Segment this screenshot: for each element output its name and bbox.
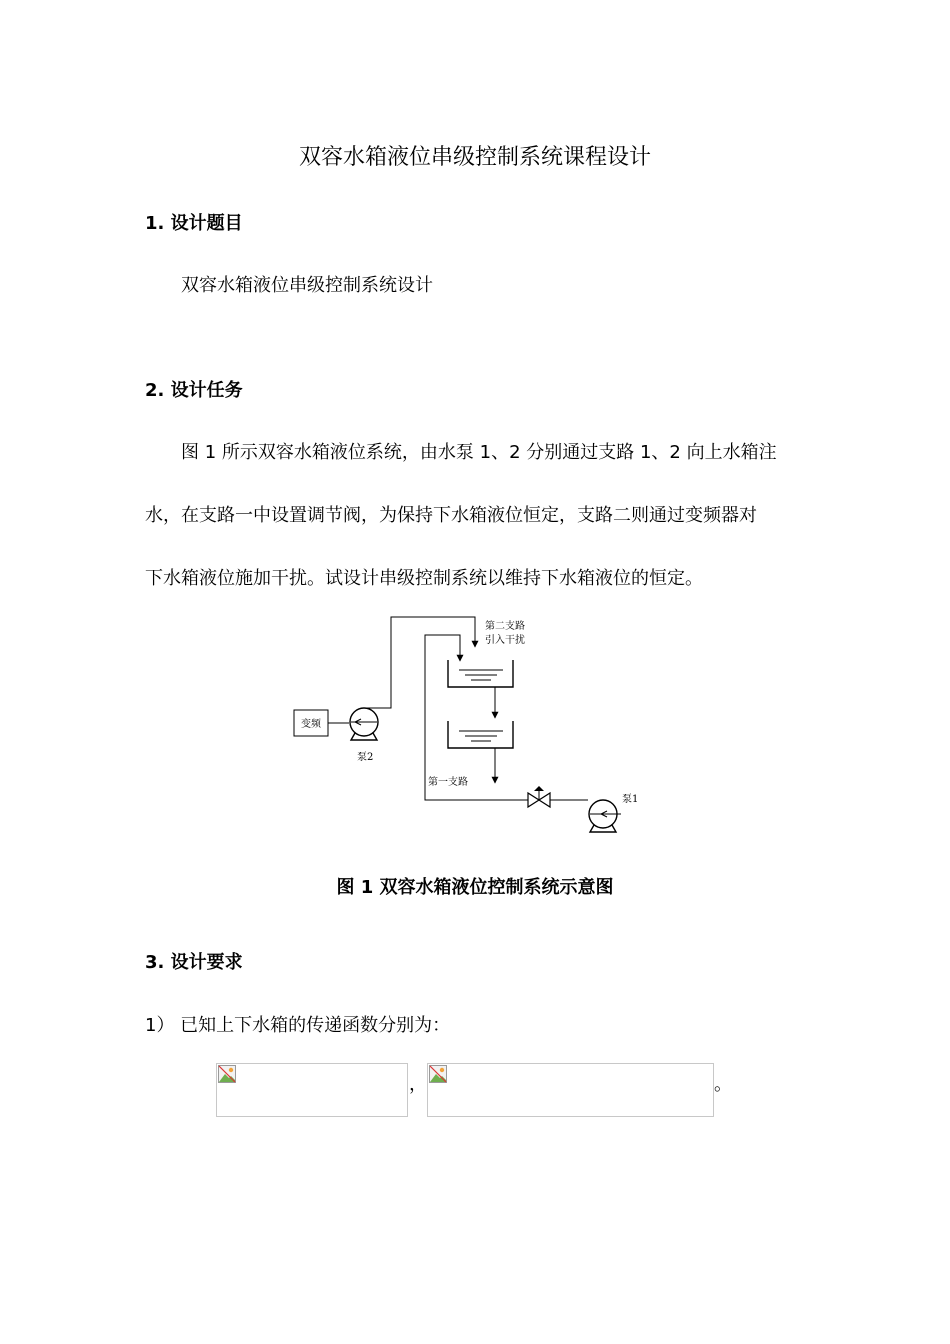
control-valve-icon xyxy=(528,786,550,807)
lower-tank-icon xyxy=(448,721,513,748)
broken-image-icon xyxy=(218,1065,236,1083)
pump1-label: 泵1 xyxy=(622,794,639,805)
section-3-item-1: 1） 已知上下水箱的传递函数分别为： xyxy=(145,1015,451,1036)
section-2-line-1: 图 1 所示双容水箱液位系统，由水泵 1、2 分别通过支路 1、2 向上水箱注 xyxy=(181,442,777,463)
section-2-line-3: 下水箱液位施加干扰。试设计串级控制系统以维持下水箱液位的恒定。 xyxy=(145,568,703,589)
section-heading-3: 3. 设计要求 xyxy=(145,952,243,973)
equation-separator: ， xyxy=(409,1074,427,1095)
branch1-pipe xyxy=(425,635,528,800)
equation-image-2 xyxy=(427,1063,714,1117)
tank-system-diagram xyxy=(285,605,645,840)
branch2-pipe xyxy=(364,617,475,708)
pump2-icon xyxy=(350,708,378,740)
figure-caption: 图 1 双容水箱液位控制系统示意图 xyxy=(336,877,614,898)
pump1-icon xyxy=(589,800,621,832)
broken-image-icon xyxy=(429,1065,447,1083)
page-title: 双容水箱液位串级控制系统课程设计 xyxy=(298,145,651,170)
branch1-label: 第一支路 xyxy=(428,777,468,788)
branch2-label-1: 第二支路 xyxy=(485,621,525,632)
vfd-label: 变频 xyxy=(301,719,321,730)
branch2-label-2: 引入干扰 xyxy=(485,635,525,646)
equation-image-1 xyxy=(216,1063,408,1117)
section-2-line-2: 水，在支路一中设置调节阀，为保持下水箱液位恒定，支路二则通过变频器对 xyxy=(145,505,757,526)
section-heading-1: 1. 设计题目 xyxy=(145,213,243,234)
upper-tank-icon xyxy=(448,660,513,687)
equation-end-mark: 。 xyxy=(714,1074,732,1095)
section-heading-2: 2. 设计任务 xyxy=(145,380,243,401)
section-1-text: 双容水箱液位串级控制系统设计 xyxy=(181,275,433,296)
pump2-label: 泵2 xyxy=(357,752,374,763)
